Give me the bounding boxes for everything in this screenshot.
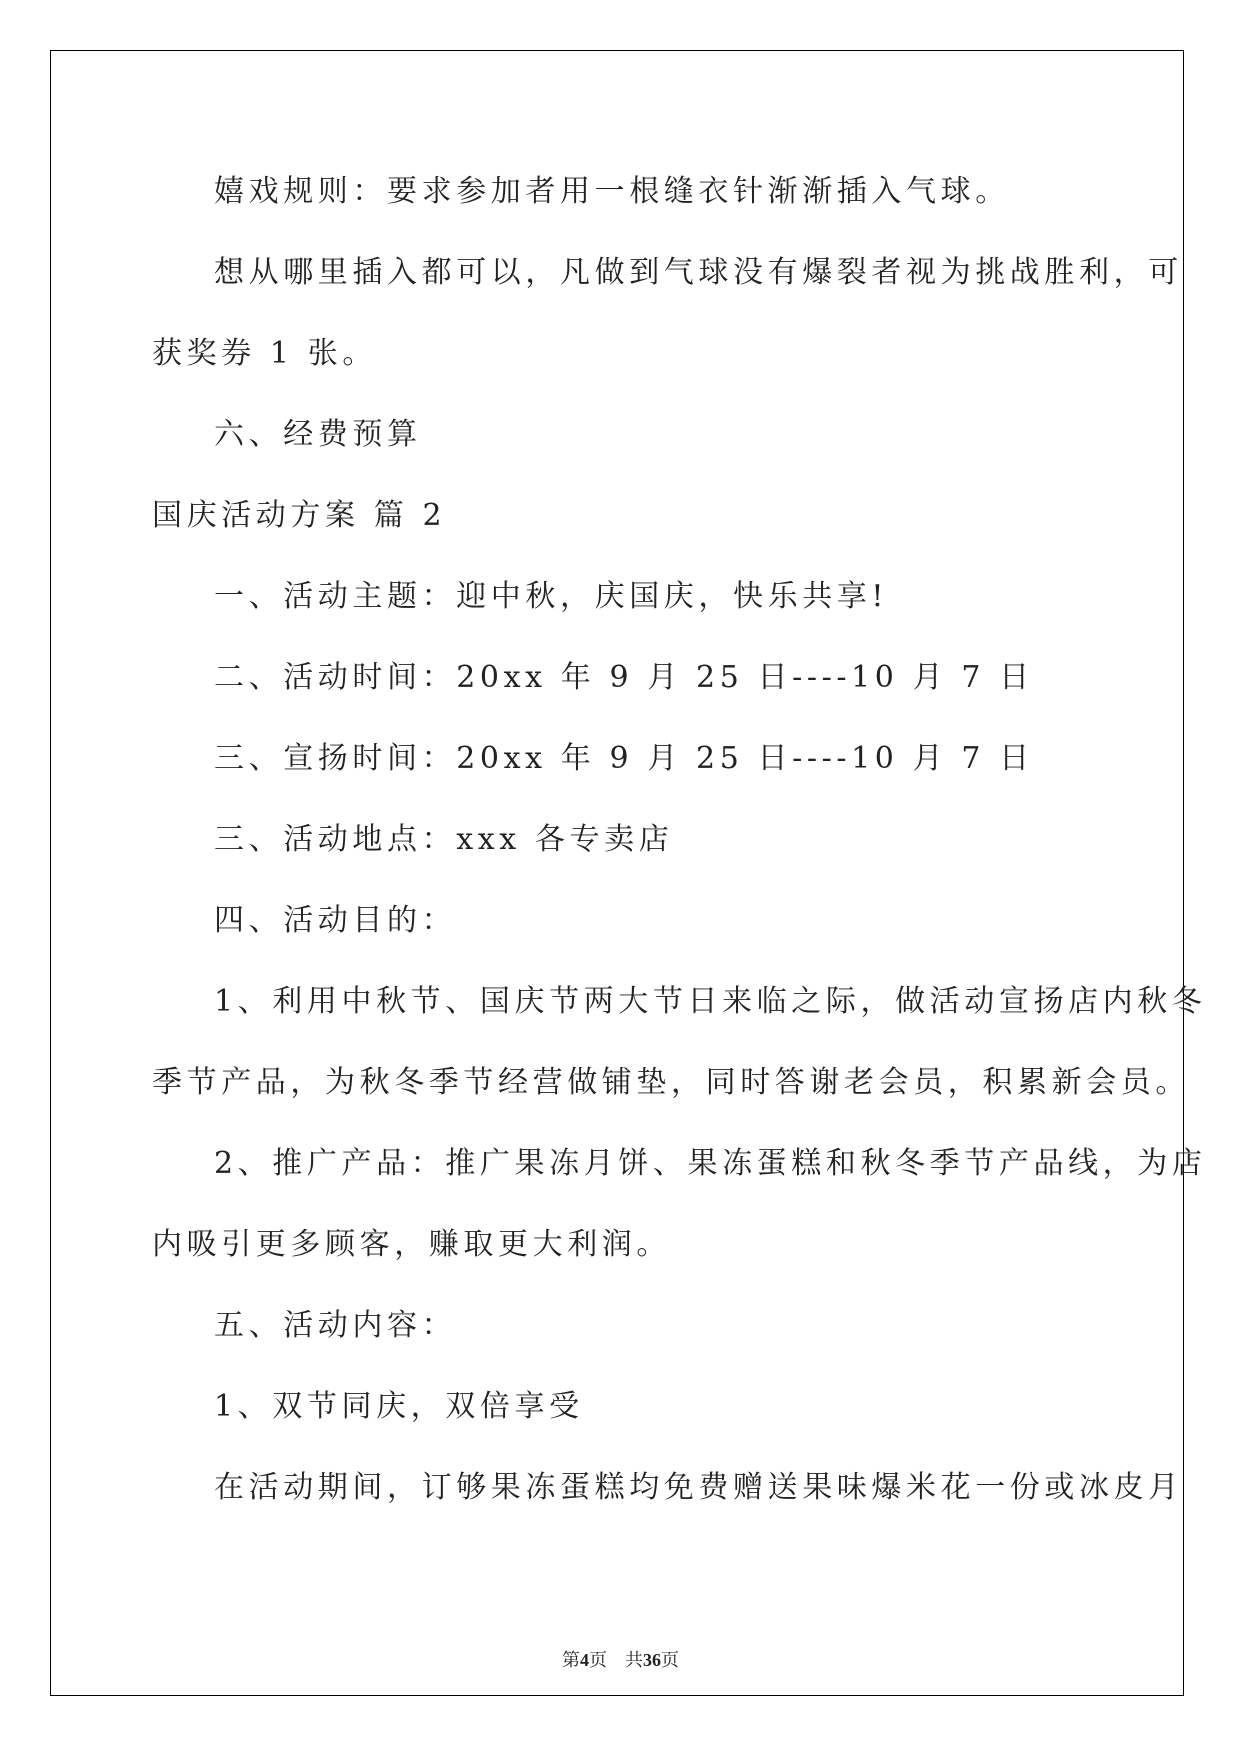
section-heading: 五、活动内容： <box>214 1308 457 1343</box>
footer-suffix: 页 <box>661 1650 679 1670</box>
paragraph-line: 2、推广产品：推广果冻月饼、果冻蛋糕和秋冬季节产品线，为店 <box>214 1146 1207 1181</box>
paragraph-line: 一、活动主题：迎中秋，庆国庆，快乐共享! <box>214 579 889 614</box>
article-title: 国庆活动方案 篇 2 <box>152 498 447 533</box>
footer-middle: 页 共 <box>589 1650 643 1670</box>
paragraph-line: 获奖券 1 张。 <box>152 336 377 371</box>
paragraph-line: 1、利用中秋节、国庆节两大节日来临之际，做活动宣扬店内秋冬 <box>214 984 1207 1019</box>
section-heading: 六、经费预算 <box>214 417 422 452</box>
paragraph-line: 三、宣扬时间：20xx 年 9 月 25 日----10 月 7 日 <box>214 741 1034 776</box>
paragraph-line: 二、活动时间：20xx 年 9 月 25 日----10 月 7 日 <box>214 660 1034 695</box>
paragraph-line: 1、双节同庆，双倍享受 <box>214 1389 584 1424</box>
paragraph-line: 嬉戏规则：要求参加者用一根缝衣针渐渐插入气球。 <box>214 174 1010 209</box>
page-border <box>50 50 1184 1696</box>
section-heading: 四、活动目的： <box>214 903 457 938</box>
paragraph-line: 在活动期间，订够果冻蛋糕均免费赠送果味爆米花一份或冰皮月 <box>214 1470 1183 1505</box>
paragraph-line: 季节产品，为秋冬季节经营做铺垫，同时答谢老会员，积累新会员。 <box>152 1065 1190 1100</box>
page-footer <box>0 1646 1241 1672</box>
footer-prefix: 第 <box>562 1650 580 1670</box>
paragraph-line: 内吸引更多顾客，赚取更大利润。 <box>152 1227 671 1262</box>
footer-total-pages: 36 <box>643 1650 661 1670</box>
paragraph-line: 想从哪里插入都可以，凡做到气球没有爆裂者视为挑战胜利，可 <box>214 255 1183 290</box>
footer-page-number: 4 <box>580 1650 589 1670</box>
paragraph-line: 三、活动地点：xxx 各专卖店 <box>214 822 674 857</box>
